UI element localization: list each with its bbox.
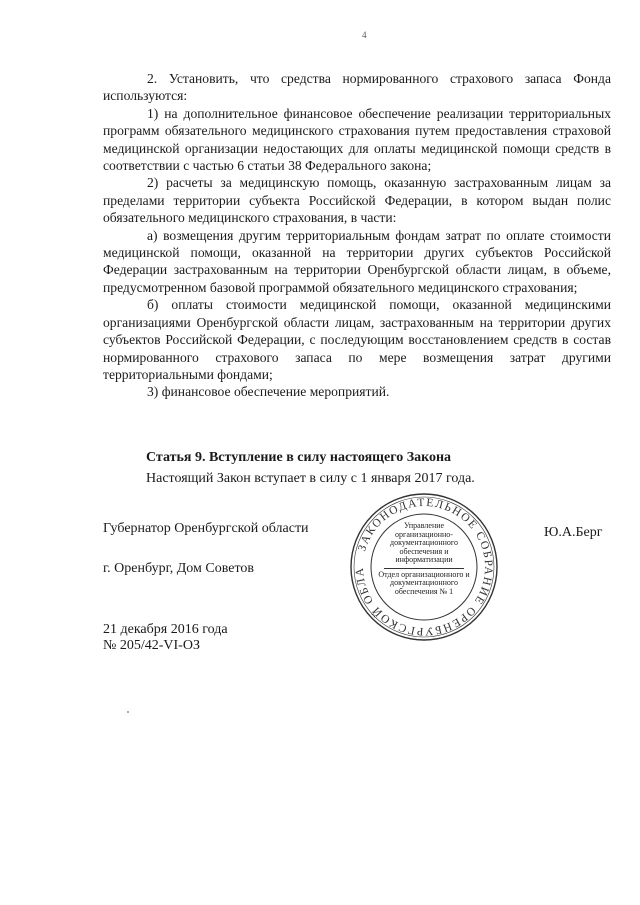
paragraph-2-2: 2) расчеты за медицинскую помощь, оказанную застрахованным лицам за пределами территории субъекта Российской Федерации, в котором выдан полис обязательного медицинского страхования, в части: — [103, 175, 611, 226]
governor-name: Ю.А.Берг — [544, 525, 603, 540]
paragraph-2-3: 3) финансовое обеспечение мероприятий. — [147, 384, 390, 400]
article-9-heading: Статья 9. Вступление в силу настоящего Закона — [146, 450, 452, 465]
paragraph-2-2-a: а) возмещения другим территориальным фондам затрат по оплате стоимости медицинской помощи, оказанной на территории других субъектов Российской Федерации застрахованным на территории Оренбургской области лицам, в объеме, предусмотренном базовой программой обязательного медицинского страхования; — [103, 227, 611, 295]
seal-center-top: Управление организационно-документационного обеспечения и информатизации — [390, 521, 458, 564]
paragraph-2-1: 1) на дополнительное финансовое обеспечение реализации территориальных программ обязательного медицинского страхования путем предоставления страховой медицинской организации недостающих для оплаты медицинской помощи средств в соответствии с частью 6 статьи 38 Федерального закона; — [103, 105, 611, 174]
law-number: № 205/42-VI-ОЗ — [103, 638, 200, 653]
paragraph-2: 2. Установить, что средства нормированного страхового запаса Фонда используются: — [103, 71, 611, 104]
official-seal-stamp — [349, 492, 499, 642]
governor-title: Губернатор Оренбургской области — [103, 521, 309, 536]
law-body-text — [103, 70, 611, 401]
page-number: 4 — [362, 30, 367, 40]
law-date: 21 декабря 2016 года — [103, 622, 228, 637]
seal-center-text — [376, 522, 472, 596]
scan-speck — [127, 711, 129, 713]
seal-ring-text: ЗАКОНОДАТЕЛЬНОЕ СОБРАНИЕ ОРЕНБУРГСКОЙ ОБЛА — [353, 496, 495, 638]
article-9-text: Настоящий Закон вступает в силу с 1 января 2017 года. — [146, 471, 475, 486]
signing-place: г. Оренбург, Дом Советов — [103, 561, 254, 576]
paragraph-2-2-b: б) оплаты стоимости медицинской помощи, оказанной медицинскими организациями Оренбургской области лицам, застрахованным на территории других субъектов Российской Федерации, с последующим восстановлением средств в состав нормированного страхового запаса по мере возмещения затрат другими территориальными фондами; — [103, 297, 611, 382]
seal-center-bottom: Отдел организационного и документационного обеспечения № 1 — [378, 569, 470, 596]
